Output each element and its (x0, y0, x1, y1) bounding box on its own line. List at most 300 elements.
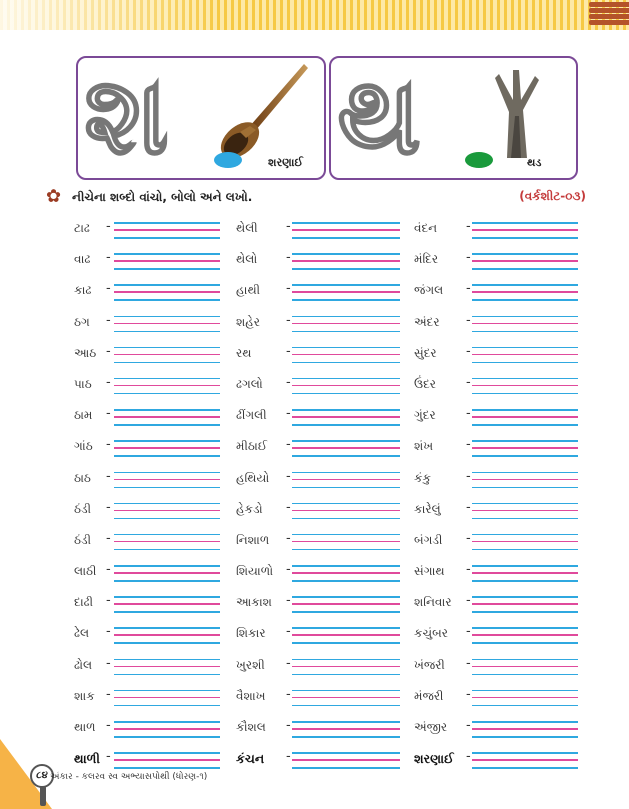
word-cell (414, 526, 578, 557)
dash-separator: - (106, 718, 111, 733)
guide-line (114, 323, 220, 325)
guide-line (292, 378, 400, 380)
writing-lines[interactable] (472, 752, 578, 768)
writing-lines[interactable] (292, 284, 400, 300)
guide-line (114, 378, 220, 380)
guide-line (472, 690, 578, 692)
writing-lines[interactable] (292, 316, 400, 332)
word-label: અંજીર (414, 720, 448, 734)
guide-line (292, 634, 400, 636)
word-label: ગુંદર (414, 408, 436, 423)
guide-line (114, 759, 220, 761)
word-cell (74, 214, 220, 245)
guide-line (292, 549, 400, 551)
word-row (74, 370, 584, 401)
guide-line (114, 728, 220, 730)
word-cell (414, 432, 578, 463)
dash-separator: - (466, 718, 471, 733)
dash-separator: - (106, 312, 111, 328)
guide-line (292, 447, 400, 449)
word-label: નિશાળ (236, 532, 270, 547)
word-label: ઠામ (74, 408, 93, 423)
word-row (74, 214, 584, 245)
word-row (74, 682, 584, 713)
dash-separator: - (106, 406, 111, 422)
dash-separator: - (106, 562, 111, 578)
guide-line (472, 424, 578, 426)
guide-line (114, 541, 220, 543)
dash-separator: - (286, 437, 291, 453)
word-row (74, 245, 584, 276)
guide-line (292, 572, 400, 574)
writing-lines[interactable] (114, 222, 220, 238)
guide-line (114, 362, 220, 364)
guide-line (292, 674, 400, 676)
word-label: ઠંડી (74, 532, 92, 547)
writing-lines[interactable] (292, 690, 400, 706)
word-cell (236, 432, 400, 463)
word-label: થેલો (236, 252, 258, 267)
writing-lines[interactable] (472, 627, 578, 643)
guide-line (114, 627, 220, 629)
word-cell (236, 245, 400, 276)
writing-lines[interactable] (114, 472, 220, 488)
guide-line (114, 347, 220, 349)
writing-lines[interactable] (114, 378, 220, 394)
dash-separator: - (466, 250, 471, 266)
guide-line (292, 752, 400, 754)
guide-line (292, 323, 400, 325)
word-row (74, 651, 584, 682)
dash-separator: - (286, 624, 291, 640)
guide-line (472, 518, 578, 520)
word-row (74, 401, 584, 432)
dash-separator: - (286, 686, 291, 702)
dash-separator: - (286, 281, 291, 297)
guide-line (114, 666, 220, 668)
footer-title: અંકાર - કલરવ સ્વ અભ્યાસપોથી (ધોરણ-૧) (50, 772, 208, 782)
guide-line (472, 627, 578, 629)
word-label: જંગલ (414, 283, 444, 298)
guide-line (292, 503, 400, 505)
guide-line (292, 260, 400, 262)
guide-line (292, 728, 400, 730)
dash-separator: - (286, 499, 291, 515)
guide-line (472, 642, 578, 644)
guide-line (292, 666, 400, 668)
guide-line (292, 253, 400, 255)
guide-line (292, 690, 400, 692)
guide-line (472, 728, 578, 730)
word-label: આઠ (74, 345, 97, 360)
word-cell (74, 619, 220, 650)
guide-line (114, 229, 220, 231)
guide-line (292, 354, 400, 356)
writing-lines[interactable] (292, 596, 400, 612)
writing-lines[interactable] (472, 409, 578, 425)
guide-line (114, 736, 220, 738)
green-dot (465, 152, 493, 168)
guide-line (472, 580, 578, 582)
guide-line (472, 455, 578, 457)
guide-line (472, 659, 578, 661)
word-label: ઢેલ (74, 626, 90, 641)
word-row (74, 557, 584, 588)
guide-line (472, 541, 578, 543)
word-label: ખુરશી (236, 657, 265, 672)
guide-line (472, 603, 578, 605)
guide-line (472, 736, 578, 738)
dash-separator: - (106, 655, 111, 671)
guide-line (292, 487, 400, 489)
guide-line (114, 603, 220, 605)
word-label: મીઠાઈ (236, 439, 268, 454)
word-cell (236, 370, 400, 401)
word-cell (74, 370, 220, 401)
word-row (74, 619, 584, 650)
dash-separator: - (106, 437, 111, 453)
writing-lines[interactable] (292, 565, 400, 581)
guide-line (292, 767, 400, 769)
word-row (74, 339, 584, 370)
guide-line (114, 565, 220, 567)
instruction-text: નીચેના શબ્દો વાંચો, બોલો અને લખો. (72, 190, 253, 204)
writing-lines[interactable] (292, 659, 400, 675)
guide-line (292, 534, 400, 536)
writing-lines[interactable] (114, 752, 220, 768)
word-label: ઠાઠ (74, 470, 91, 485)
word-cell (236, 401, 400, 432)
word-row (74, 526, 584, 557)
word-label: થાળી (74, 751, 100, 767)
guide-line (114, 284, 220, 286)
dash-separator: - (286, 562, 291, 578)
word-label: દાઢી (74, 595, 94, 610)
dash-separator: - (466, 530, 471, 546)
dash-separator: - (466, 437, 471, 453)
dash-separator: - (286, 468, 291, 484)
guide-line (292, 284, 400, 286)
guide-line (292, 642, 400, 644)
word-cell (236, 214, 400, 245)
word-cell (74, 651, 220, 682)
guide-line (292, 479, 400, 481)
writing-lines[interactable] (472, 596, 578, 612)
word-practice-grid (74, 214, 584, 775)
guide-line (472, 237, 578, 239)
writing-lines[interactable] (114, 440, 220, 456)
writing-lines[interactable] (292, 222, 400, 238)
guide-line (114, 385, 220, 387)
word-label: મંજરી (414, 688, 444, 703)
guide-line (114, 572, 220, 574)
writing-lines[interactable] (472, 316, 578, 332)
word-row (74, 308, 584, 339)
word-cell (74, 432, 220, 463)
guide-line (114, 674, 220, 676)
guide-line (114, 222, 220, 224)
guide-line (292, 580, 400, 582)
dash-separator: - (466, 312, 471, 328)
word-label: થાળ (74, 720, 96, 734)
dash-separator: - (106, 468, 111, 484)
outline-letter-tha: થ (337, 51, 422, 179)
dash-separator: - (106, 593, 111, 609)
writing-lines[interactable] (472, 534, 578, 550)
guide-line (292, 455, 400, 457)
guide-line (114, 260, 220, 262)
word-row (74, 744, 584, 775)
word-label: શહેર (236, 314, 260, 329)
word-cell (414, 214, 578, 245)
top-banner-fade (0, 0, 629, 30)
writing-lines[interactable] (292, 534, 400, 550)
word-cell (414, 370, 578, 401)
guide-line (472, 260, 578, 262)
dash-separator: - (106, 374, 111, 390)
dash-separator: - (466, 468, 471, 484)
guide-line (472, 549, 578, 551)
word-label: સુંદર (414, 345, 437, 360)
word-cell (74, 339, 220, 370)
writing-lines[interactable] (114, 721, 220, 737)
letter-box-tha (329, 51, 578, 180)
writing-lines[interactable] (472, 253, 578, 269)
word-cell (74, 526, 220, 557)
guide-line (472, 759, 578, 761)
dash-separator: - (466, 374, 471, 390)
word-cell (414, 495, 578, 526)
guide-line (292, 268, 400, 270)
word-label: થેલી (236, 221, 258, 235)
guide-line (472, 572, 578, 574)
writing-lines[interactable] (114, 347, 220, 363)
caption-shehnai: શરણાઈ (268, 156, 303, 169)
flower-icon: ✿ (46, 186, 62, 207)
writing-lines[interactable] (292, 347, 400, 363)
word-label: ગાંઠ (74, 439, 93, 454)
guide-line (114, 393, 220, 395)
writing-lines[interactable] (292, 472, 400, 488)
guide-line (114, 697, 220, 699)
guide-line (292, 409, 400, 411)
writing-lines[interactable] (114, 534, 220, 550)
writing-lines[interactable] (292, 721, 400, 737)
writing-lines[interactable] (114, 253, 220, 269)
writing-lines[interactable] (114, 690, 220, 706)
writing-lines[interactable] (114, 409, 220, 425)
letter-box-sha (76, 51, 326, 180)
guide-line (114, 455, 220, 457)
writing-lines[interactable] (472, 565, 578, 581)
writing-lines[interactable] (114, 627, 220, 643)
guide-line (472, 666, 578, 668)
word-cell (236, 557, 400, 588)
guide-line (292, 416, 400, 418)
writing-lines[interactable] (292, 378, 400, 394)
word-label: રથ (236, 345, 252, 360)
dash-separator: - (106, 686, 111, 702)
word-cell (236, 464, 400, 495)
guide-line (292, 705, 400, 707)
guide-line (292, 229, 400, 231)
word-label: અંદર (414, 314, 440, 329)
word-cell (236, 744, 400, 775)
guide-line (114, 705, 220, 707)
word-row (74, 495, 584, 526)
guide-line (114, 331, 220, 333)
dash-separator: - (466, 499, 471, 515)
dash-separator: - (286, 718, 291, 733)
word-label: આકાશ (236, 595, 272, 610)
word-row (74, 276, 584, 307)
guide-line (114, 690, 220, 692)
word-label: શાક (74, 688, 95, 703)
guide-line (472, 378, 578, 380)
writing-lines[interactable] (472, 503, 578, 519)
word-cell (414, 464, 578, 495)
guide-line (472, 409, 578, 411)
writing-lines[interactable] (472, 222, 578, 238)
dash-separator: - (286, 374, 291, 390)
word-cell (236, 276, 400, 307)
guide-line (292, 565, 400, 567)
word-cell (414, 744, 578, 775)
word-cell (414, 682, 578, 713)
guide-line (472, 721, 578, 723)
word-cell (236, 651, 400, 682)
word-label: કંકુ (414, 470, 431, 485)
guide-line (114, 268, 220, 270)
word-cell (236, 682, 400, 713)
word-label: શિયાળો (236, 564, 274, 579)
dash-separator: - (286, 593, 291, 609)
guide-line (114, 472, 220, 474)
word-cell (74, 744, 220, 775)
writing-lines[interactable] (472, 721, 578, 737)
guide-line (472, 222, 578, 224)
dash-separator: - (286, 343, 291, 359)
word-cell (414, 557, 578, 588)
guide-line (114, 549, 220, 551)
guide-line (292, 518, 400, 520)
writing-lines[interactable] (114, 565, 220, 581)
guide-line (114, 253, 220, 255)
dash-separator: - (466, 562, 471, 578)
guide-line (472, 674, 578, 676)
word-label: કંચન (236, 751, 265, 767)
writing-lines[interactable] (292, 409, 400, 425)
word-cell (414, 651, 578, 682)
blue-dot (214, 152, 242, 168)
tree-trunk-icon (477, 60, 557, 160)
dash-separator: - (106, 530, 111, 546)
guide-line (114, 291, 220, 293)
word-row (74, 464, 584, 495)
guide-line (472, 291, 578, 293)
word-label: ઠંડી (74, 501, 92, 516)
guide-line (292, 611, 400, 613)
writing-lines[interactable] (292, 440, 400, 456)
guide-line (114, 611, 220, 613)
dash-separator: - (466, 624, 471, 640)
word-cell (414, 339, 578, 370)
page-number: ૮૪ (30, 764, 54, 788)
guide-line (472, 534, 578, 536)
guide-line (472, 697, 578, 699)
writing-lines[interactable] (472, 347, 578, 363)
writing-lines[interactable] (114, 596, 220, 612)
dash-separator: - (106, 250, 111, 266)
guide-line (292, 627, 400, 629)
dash-separator: - (466, 281, 471, 297)
guide-line (472, 503, 578, 505)
writing-lines[interactable] (292, 752, 400, 768)
word-cell (74, 308, 220, 339)
shehnai-icon (216, 60, 316, 160)
word-cell (236, 308, 400, 339)
guide-line (472, 487, 578, 489)
guide-line (114, 596, 220, 598)
guide-line (114, 767, 220, 769)
guide-line (472, 316, 578, 318)
word-label: લાઠી (74, 564, 97, 579)
guide-line (292, 424, 400, 426)
instruction-row (46, 186, 586, 210)
word-label: પાઠ (74, 376, 92, 391)
word-cell (236, 588, 400, 619)
writing-lines[interactable] (114, 659, 220, 675)
writing-lines[interactable] (472, 690, 578, 706)
guide-line (292, 237, 400, 239)
guide-line (292, 736, 400, 738)
word-cell (74, 713, 220, 744)
writing-lines[interactable] (472, 472, 578, 488)
writing-lines[interactable] (114, 503, 220, 519)
writing-lines[interactable] (114, 284, 220, 300)
dash-separator: - (466, 686, 471, 702)
guide-line (472, 331, 578, 333)
writing-lines[interactable] (292, 627, 400, 643)
guide-line (114, 510, 220, 512)
writing-lines[interactable] (472, 284, 578, 300)
writing-lines[interactable] (472, 378, 578, 394)
guide-line (292, 541, 400, 543)
guide-line (114, 580, 220, 582)
guide-line (472, 362, 578, 364)
writing-lines[interactable] (114, 316, 220, 332)
writing-lines[interactable] (472, 659, 578, 675)
guide-line (472, 416, 578, 418)
guide-line (472, 565, 578, 567)
writing-lines[interactable] (472, 440, 578, 456)
writing-lines[interactable] (292, 253, 400, 269)
guide-line (114, 752, 220, 754)
magnifier-handle-icon (40, 786, 46, 806)
word-label: વાઢ (74, 252, 91, 267)
dash-separator: - (286, 655, 291, 671)
guide-line (292, 316, 400, 318)
word-cell (414, 619, 578, 650)
guide-line (114, 487, 220, 489)
guide-line (114, 518, 220, 520)
guide-line (292, 331, 400, 333)
word-cell (74, 557, 220, 588)
word-cell (74, 682, 220, 713)
writing-lines[interactable] (292, 503, 400, 519)
dash-separator: - (286, 749, 291, 765)
word-cell (74, 245, 220, 276)
